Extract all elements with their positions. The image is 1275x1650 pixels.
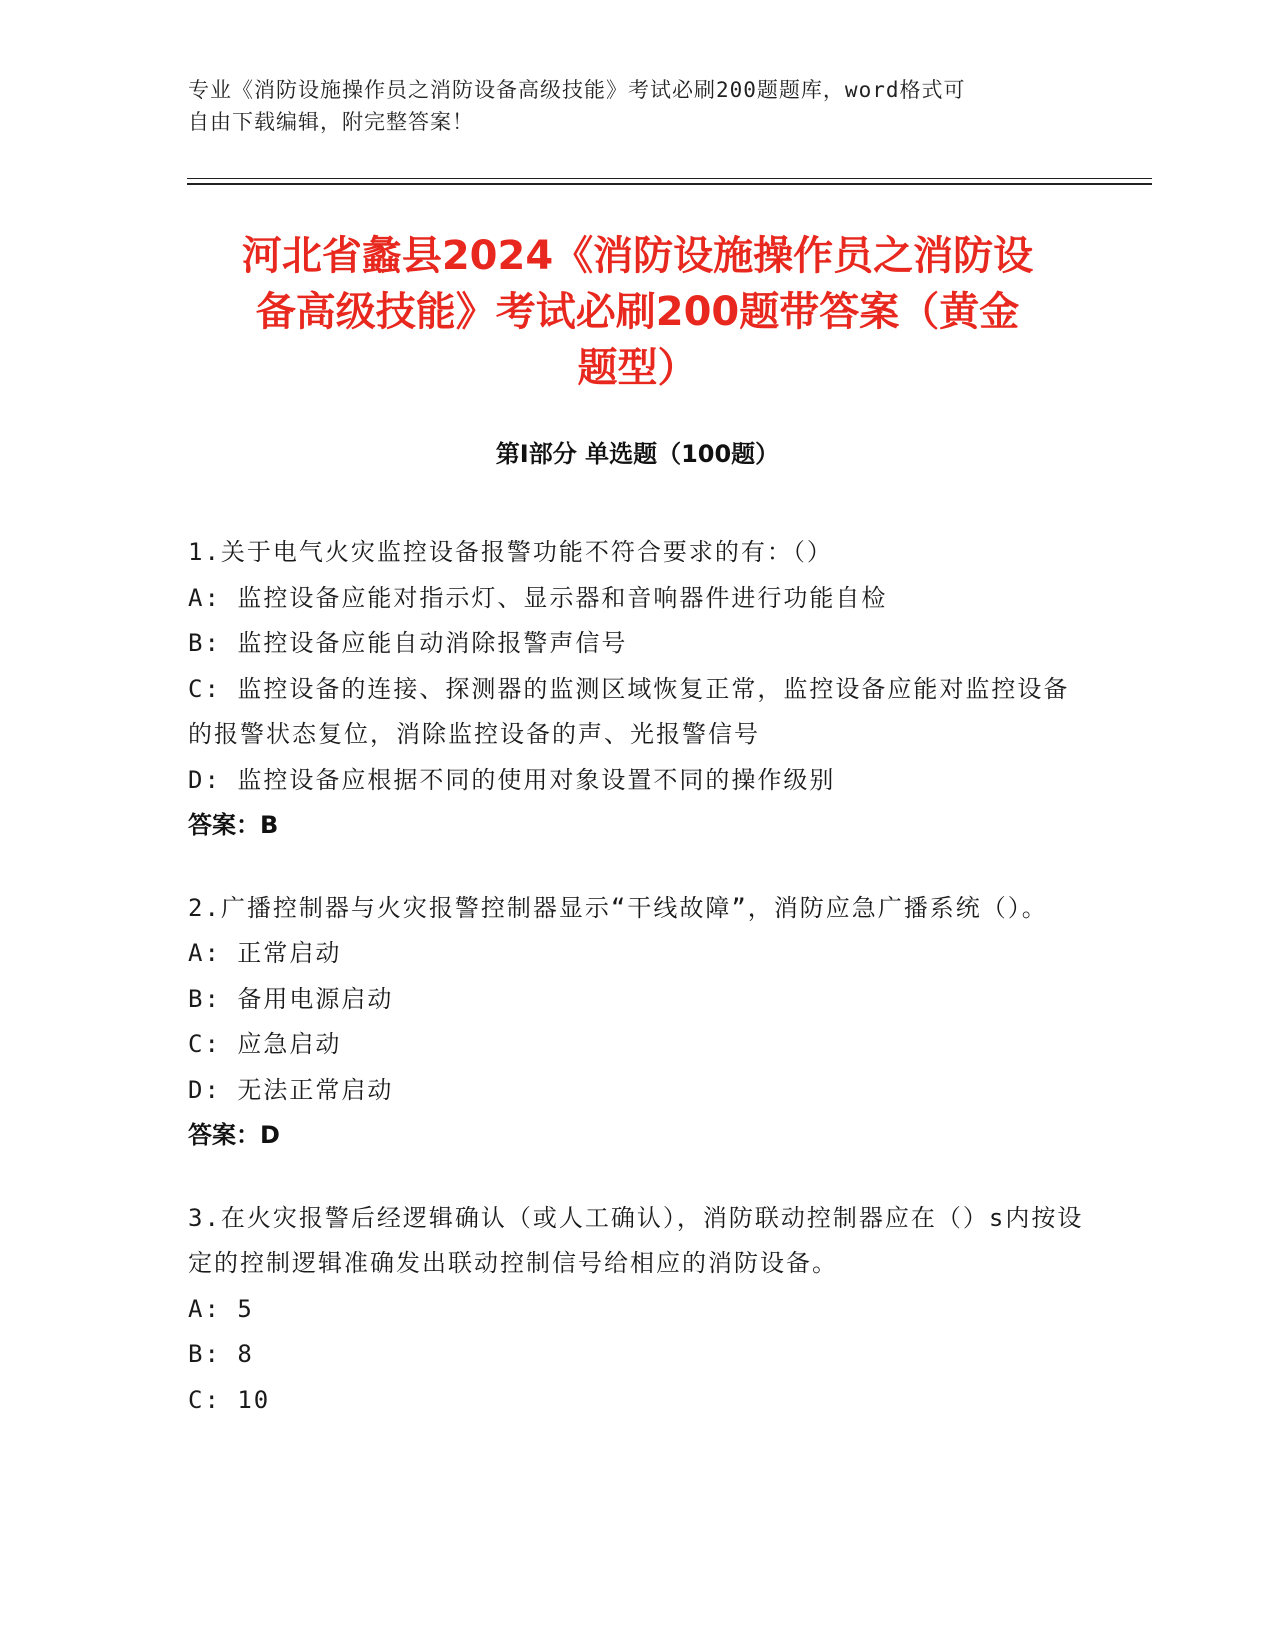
- header-note-line1: 专业《消防设施操作员之消防设备高级技能》考试必刷200题题库，word格式可: [188, 78, 966, 102]
- option-d: [188, 758, 1088, 804]
- header-divider-thin: [187, 178, 1152, 179]
- document-title-line2: 备高级技能》考试必刷200题带答案（黄金: [255, 289, 1020, 335]
- option-d: [188, 1068, 1088, 1114]
- document-title-line3: 题型）: [577, 345, 698, 391]
- option-key: C:: [188, 674, 221, 703]
- question-2: [188, 886, 1088, 1159]
- document-title-line1: 河北省蠡县2024《消防设施操作员之消防设: [241, 233, 1034, 279]
- question-1: [188, 530, 1088, 849]
- option-text: 监控设备应根据不同的使用对象设置不同的操作级别: [237, 765, 836, 794]
- option-key: B:: [188, 629, 221, 657]
- option-b: [188, 621, 1088, 667]
- option-key: A:: [188, 939, 221, 967]
- answer-label: 答案：D: [188, 1121, 280, 1149]
- option-key: A:: [188, 1294, 221, 1323]
- option-key: C:: [188, 1385, 221, 1414]
- option-key: D:: [188, 765, 221, 794]
- question-3: [188, 1196, 1088, 1424]
- question-list: [188, 530, 1088, 1460]
- option-c: [188, 667, 1088, 758]
- option-text: 正常启动: [237, 939, 342, 967]
- document-title: [160, 228, 1115, 396]
- option-key: D:: [188, 1075, 221, 1104]
- option-text: 无法正常启动: [237, 1075, 394, 1104]
- answer-label: 答案：B: [188, 811, 279, 839]
- header-note-line2: 自由下载编辑，附完整答案！: [188, 110, 474, 134]
- option-text: 监控设备应能对指示灯、显示器和音响器件进行功能自检: [237, 583, 888, 612]
- option-key: C:: [188, 1030, 221, 1058]
- option-text: 备用电源启动: [237, 984, 394, 1013]
- question-stem: 1.关于电气火灾监控设备报警功能不符合要求的有：（）: [188, 538, 833, 566]
- header-divider-thick: [187, 183, 1152, 185]
- header-note: [188, 74, 1068, 138]
- option-key: A:: [188, 583, 221, 612]
- option-text: 应急启动: [237, 1030, 342, 1058]
- option-b: [188, 977, 1088, 1023]
- option-text: 监控设备应能自动消除报警声信号: [237, 629, 628, 657]
- option-a: [188, 931, 1088, 977]
- question-stem: 3.在火灾报警后经逻辑确认（或人工确认），消防联动控制器应在（）s内按设定的控制逻辑准确发出联动控制信号给相应的消防设备。: [188, 1203, 1084, 1277]
- option-key: B:: [188, 984, 221, 1013]
- option-a: [188, 1287, 1088, 1333]
- option-text: 监控设备的连接、探测器的监测区域恢复正常，监控设备应能对监控设备的报警状态复位，消除监控设备的声、光报警信号: [188, 674, 1070, 748]
- option-text: 8: [237, 1340, 254, 1368]
- option-c: [188, 1022, 1088, 1068]
- option-c: [188, 1378, 1088, 1424]
- option-a: [188, 576, 1088, 622]
- option-text: 5: [237, 1294, 254, 1323]
- option-key: B:: [188, 1340, 221, 1368]
- section-title: 第Ⅰ部分 单选题（100题）: [495, 440, 780, 468]
- question-stem: 2.广播控制器与火灾报警控制器显示“干线故障”，消防应急广播系统（）。: [188, 893, 1048, 922]
- option-text: 10: [237, 1385, 271, 1414]
- option-b: [188, 1332, 1088, 1378]
